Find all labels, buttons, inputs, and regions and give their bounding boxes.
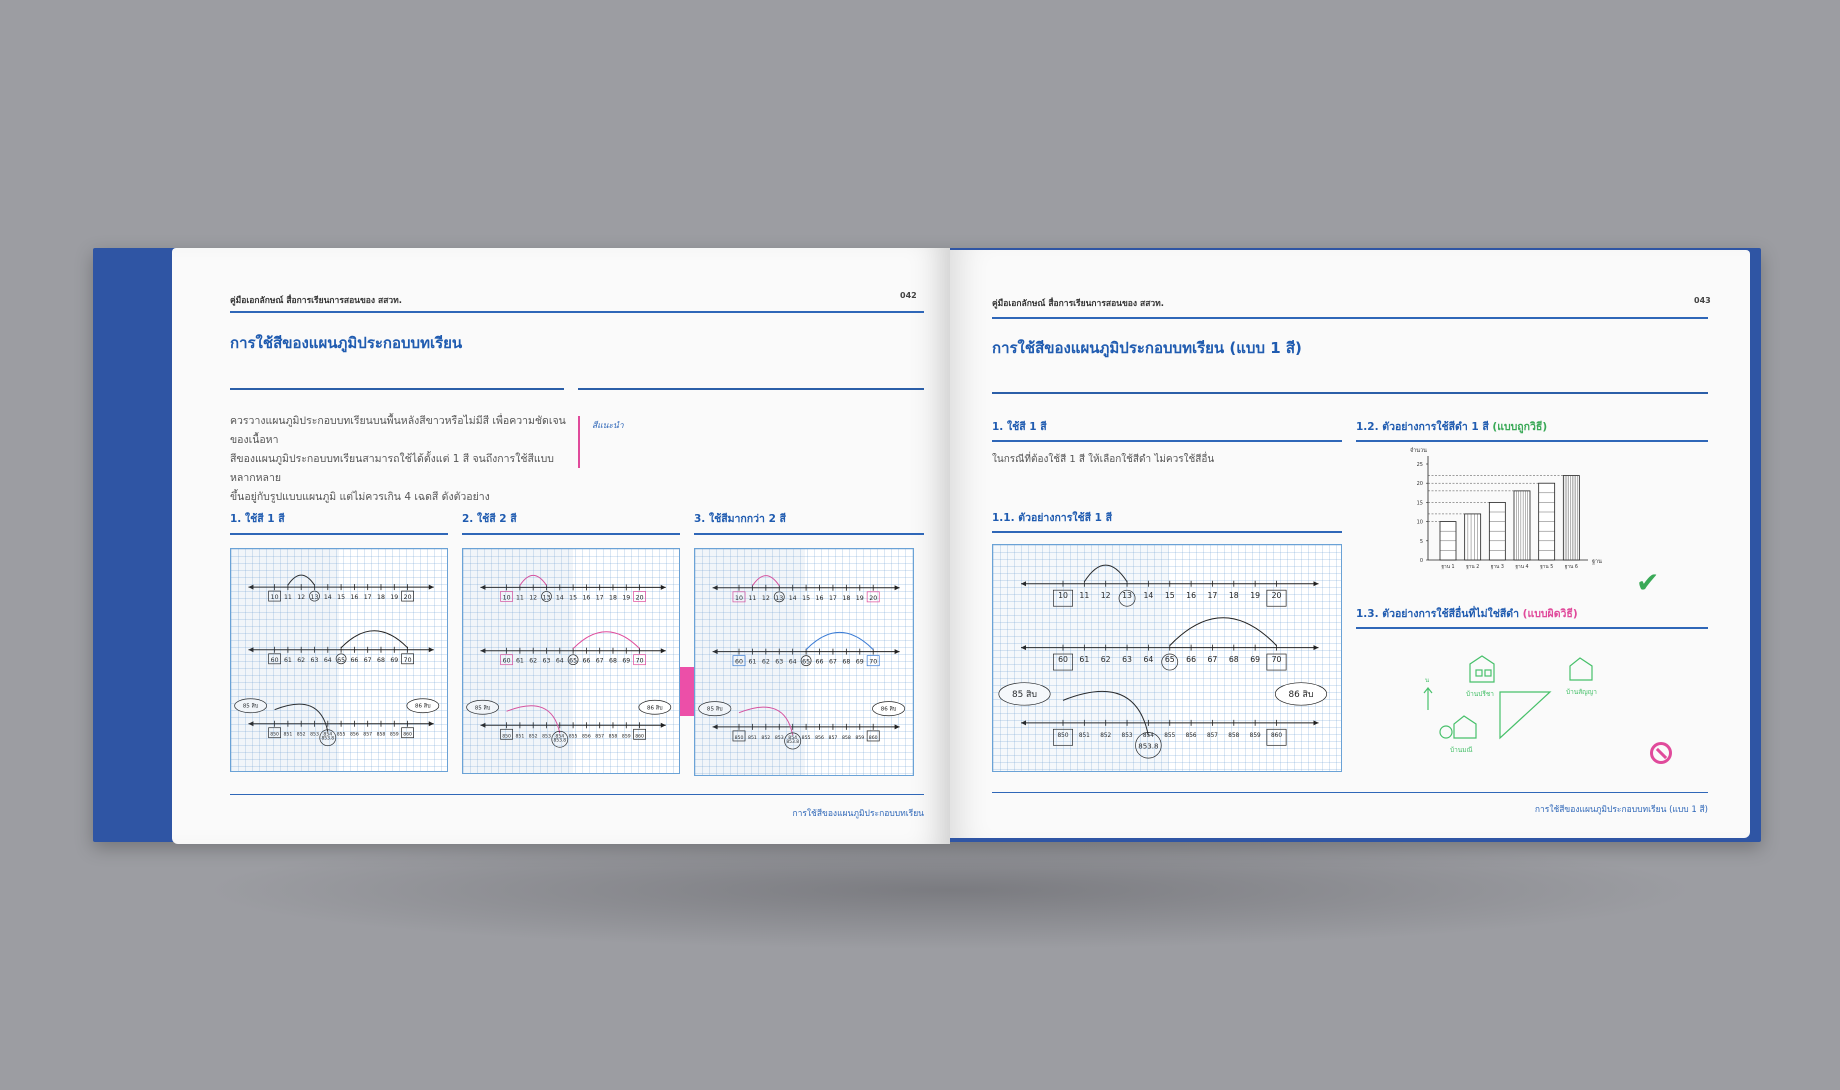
correct-tag: (แบบถูกวิธี) [1492, 421, 1548, 433]
tick-label: 13 [310, 594, 319, 602]
tick-label: 854 [788, 735, 798, 741]
tick-label: 860 [403, 732, 412, 738]
numberline-figure-1 [230, 548, 448, 772]
subsection-title: 1.1. ตัวอย่างการใช้สี 1 สี [992, 512, 1113, 524]
arrowhead [429, 721, 434, 726]
tick-label: 69 [622, 657, 631, 665]
arrowhead [661, 585, 666, 590]
tick-label: 61 [283, 656, 292, 664]
map-label: บ้านมณี [1450, 746, 1473, 754]
tick-label: 61 [748, 658, 757, 666]
page-title: การใช้สีของแผนภูมิประกอบบทเรียน (แบบ 1 สี) [992, 339, 1302, 357]
bubble-text: 86 สิบ [1288, 690, 1314, 701]
tick-label: 18 [377, 594, 385, 602]
tick-label: 851 [283, 732, 293, 738]
jump-arc [1170, 618, 1277, 646]
tick-label: 66 [582, 657, 591, 665]
arrowhead [1314, 581, 1319, 586]
title-rule-left [230, 388, 564, 390]
tick-label: 17 [363, 594, 372, 602]
tick-label: 65 [569, 657, 578, 665]
numberline-figure-3 [694, 548, 914, 776]
tick-label: 17 [828, 594, 837, 602]
tick-label: 67 [828, 658, 837, 666]
tick-label: 11 [515, 594, 524, 602]
x-tick-label: ฐาน 5 [1540, 565, 1554, 570]
intro-line: ขึ้นอยู่กับรูปแบบแผนภูมิ แต่ไม่ควรเกิน 4 เฉดสี ดังตัวอย่าง [230, 491, 490, 503]
swatch-label: สีแนะนำ [592, 421, 624, 431]
circle-label: 853.8 [1138, 741, 1159, 751]
window-icon [1476, 670, 1482, 676]
tick-label: 20 [1271, 591, 1282, 601]
left-page [172, 248, 950, 844]
wrong-tag: (แบบผิดวิธี) [1522, 608, 1578, 620]
tick-label: 857 [828, 735, 838, 741]
y-tick-label: 10 [1416, 519, 1423, 526]
tick-label: 19 [855, 594, 864, 602]
tick-label: 852 [761, 735, 771, 741]
tree-icon [1440, 726, 1452, 738]
tick-label: 64 [788, 658, 797, 666]
tick-label: 65 [337, 656, 346, 664]
tick-label: 850 [1057, 733, 1069, 740]
tick-label: 850 [270, 732, 279, 738]
tick-label: 856 [349, 732, 359, 738]
green-map-figure [1420, 652, 1620, 764]
tick-label: 13 [542, 594, 551, 602]
bar-chart [1400, 446, 1610, 580]
x-tick-label: ฐาน 1 [1441, 565, 1455, 570]
tick-label: 14 [788, 594, 797, 602]
page-number: 042 [900, 291, 917, 300]
tick-label: 855 [1164, 733, 1176, 740]
tick-label: 13 [1122, 591, 1132, 601]
arrowhead [895, 724, 900, 729]
section-rule [992, 440, 1342, 442]
intro-line: สีของแผนภูมิประกอบบทเรียนสามารถใช้ได้ตั้งแต่ 1 สี จนถึงการใช้สีแบบหลากหลาย [230, 453, 554, 484]
bar [1465, 514, 1481, 560]
right-page [950, 250, 1750, 838]
tick-label: 19 [1250, 591, 1261, 601]
arrowhead [895, 649, 900, 654]
header-rule [230, 311, 924, 313]
running-header: คู่มือเอกลักษณ์ สื่อการเรียนการสอนของ สสวท. [992, 299, 1164, 309]
x-tick-label: ฐาน 4 [1515, 565, 1529, 570]
tick-label: 856 [1185, 733, 1197, 740]
arrowhead [429, 585, 434, 590]
tick-label: 10 [735, 594, 743, 602]
circle-label: 853.8 [553, 738, 567, 744]
tick-label: 12 [297, 594, 306, 602]
book-shadow [200, 830, 1700, 950]
x-tick-label: ฐาน 2 [1466, 565, 1480, 570]
x-tick-label: ฐาน 6 [1564, 565, 1578, 570]
tick-label: 860 [868, 735, 878, 741]
tick-label: 12 [1100, 591, 1111, 601]
jump-arc [341, 631, 407, 648]
tick-label: 852 [296, 732, 306, 738]
tick-label: 60 [1058, 655, 1068, 664]
tick-label: 11 [748, 594, 757, 602]
tick-label: 857 [595, 734, 605, 740]
tick-label: 67 [1207, 655, 1218, 664]
accent-bar [578, 416, 580, 468]
footer-text: การใช้สีของแผนภูมิประกอบบทเรียน (แบบ 1 สี) [1534, 805, 1708, 815]
tick-label: 62 [1100, 655, 1111, 664]
tick-label: 69 [390, 656, 399, 664]
y-axis-label: จำนวน [1410, 448, 1427, 454]
tick-label: 850 [734, 735, 744, 741]
jump-arc [806, 632, 873, 649]
jump-arc [573, 632, 639, 649]
footer-text: การใช้สีของแผนภูมิประกอบบทเรียน [792, 809, 924, 819]
tick-label: 15 [569, 594, 578, 602]
page-number: 043 [1694, 296, 1711, 305]
subsection-title [1356, 605, 1578, 622]
tick-label: 855 [336, 732, 346, 738]
tick-label: 20 [403, 594, 412, 602]
tick-label: 13 [775, 594, 784, 602]
right-triangle [1500, 692, 1550, 738]
tick-label: 859 [1249, 733, 1261, 740]
tick-label: 15 [802, 594, 811, 602]
subsection-title [1356, 418, 1547, 435]
tick-label: 62 [761, 658, 770, 666]
tick-label: 855 [568, 734, 578, 740]
map-label: บ้านสัญญา [1566, 688, 1597, 696]
tick-label: 853 [774, 735, 784, 741]
section-rule [230, 533, 448, 535]
house-icon [1470, 656, 1494, 682]
tick-label: 859 [621, 734, 631, 740]
tick-label: 856 [815, 735, 824, 741]
tick-label: 70 [869, 658, 878, 666]
section-rule [992, 531, 1342, 533]
tick-label: 16 [582, 594, 591, 602]
tick-label: 854 [555, 734, 565, 740]
section-title: 1. ใช้สี 1 สี [992, 421, 1047, 433]
intro-text [230, 412, 570, 507]
tick-label: 11 [283, 594, 292, 602]
y-tick-label: 15 [1416, 500, 1423, 507]
bar [1563, 476, 1579, 560]
tick-label: 64 [323, 656, 332, 664]
tick-label: 851 [1078, 733, 1090, 740]
tick-label: 10 [270, 594, 279, 602]
tick-label: 63 [1122, 655, 1132, 664]
tick-label: 20 [635, 594, 644, 602]
tick-label: 12 [529, 594, 538, 602]
tick-label: 69 [855, 658, 864, 666]
tick-label: 16 [815, 594, 824, 602]
tick-label: 858 [608, 734, 618, 740]
subsection-label: 1.3. ตัวอย่างการใช้สีอื่นที่ไม่ใช่สีดำ [1356, 608, 1519, 620]
tick-label: 18 [609, 594, 617, 602]
tick-label: 15 [1164, 591, 1175, 601]
tick-label: 66 [1186, 655, 1197, 664]
section-body: ในกรณีที่ต้องใช้สี 1 สี ให้เลือกใช้สีดำ ไม่ควรใช้สีอื่น [992, 454, 1215, 465]
tick-label: 66 [350, 656, 359, 664]
section-rule [694, 533, 924, 535]
title-rule-right [578, 388, 924, 390]
arrowhead [1314, 720, 1319, 725]
section-title: 1. ใช้สี 1 สี [230, 513, 285, 525]
tick-label: 851 [515, 734, 525, 740]
tick-label: 64 [555, 657, 564, 665]
tick-label: 60 [502, 657, 511, 665]
tick-label: 60 [735, 658, 743, 666]
tick-label: 19 [390, 594, 399, 602]
x-tick-label: ฐาน 3 [1490, 565, 1504, 570]
section-title: 3. ใช้สีมากกว่า 2 สี [694, 513, 786, 525]
bubble-text: 86 สิบ [647, 705, 663, 712]
tick-label: 857 [363, 732, 373, 738]
y-tick-label: 5 [1419, 538, 1423, 545]
tick-label: 14 [555, 594, 564, 602]
tick-label: 853 [1121, 733, 1133, 740]
tick-label: 858 [841, 735, 851, 741]
bubble-text: 86 สิบ [880, 706, 897, 713]
tick-label: 859 [389, 732, 399, 738]
tick-label: 68 [377, 656, 385, 664]
y-tick-label: 20 [1416, 481, 1423, 488]
prohibited-icon [1650, 742, 1672, 764]
tick-label: 69 [1250, 655, 1261, 664]
tick-label: 62 [297, 656, 306, 664]
circle-label: 853.8 [786, 739, 800, 745]
tick-label: 62 [529, 657, 538, 665]
tick-label: 10 [502, 594, 511, 602]
tick-label: 17 [1207, 591, 1218, 601]
tick-label: 68 [842, 658, 851, 666]
intro-line: ควรวางแผนภูมิประกอบบทเรียนบนพื้นหลังสีขาวหรือไม่มีสี เพื่อความชัดเจนของเนื้อหา [230, 415, 566, 446]
tick-label: 851 [748, 735, 757, 741]
tick-label: 854 [1142, 733, 1154, 740]
section-title: 2. ใช้สี 2 สี [462, 513, 517, 525]
tick-label: 853 [542, 734, 551, 740]
arrowhead [429, 647, 434, 652]
arrowhead [661, 648, 666, 653]
tick-label: 65 [1164, 655, 1175, 664]
footer-rule [992, 792, 1708, 793]
tick-label: 63 [310, 656, 319, 664]
tick-label: 19 [622, 594, 631, 602]
tick-label: 859 [855, 735, 865, 741]
tick-label: 70 [635, 657, 644, 665]
header-rule [992, 317, 1708, 319]
tick-label: 66 [815, 658, 824, 666]
tick-label: 860 [1271, 733, 1282, 740]
numberline-figure-2 [462, 548, 680, 774]
tick-label: 853 [310, 732, 319, 738]
bubble-text: 85 สิบ [706, 706, 723, 713]
tick-label: 14 [323, 594, 332, 602]
tick-label: 15 [337, 594, 346, 602]
tick-label: 855 [801, 735, 811, 741]
tick-label: 67 [595, 657, 604, 665]
tick-label: 858 [376, 732, 386, 738]
arrowhead [895, 585, 900, 590]
tick-label: 61 [515, 657, 524, 665]
tick-label: 857 [1206, 733, 1218, 740]
tick-label: 11 [1079, 591, 1090, 601]
map-label: บ้านปรีชา [1466, 690, 1494, 698]
tick-label: 16 [1186, 591, 1197, 601]
section-rule [1356, 440, 1708, 442]
numberline-figure-large [992, 544, 1342, 772]
y-tick-label: 25 [1416, 462, 1423, 468]
x-axis-label: ฐาน [1592, 559, 1602, 565]
tick-label: 852 [1100, 733, 1112, 740]
tick-label: 18 [1228, 591, 1239, 601]
section-rule [462, 533, 680, 535]
compass-label: น [1425, 677, 1430, 684]
tick-label: 18 [842, 594, 851, 602]
y-tick-label: 0 [1419, 558, 1423, 564]
tick-label: 70 [1271, 655, 1282, 664]
tick-label: 858 [1228, 733, 1240, 740]
running-header: คู่มือเอกลักษณ์ สื่อการเรียนการสอนของ สสวท. [230, 296, 402, 306]
tick-label: 61 [1079, 655, 1090, 664]
tick-label: 63 [542, 657, 551, 665]
tick-label: 70 [403, 656, 412, 664]
check-icon: ✔ [1636, 566, 1660, 599]
tick-label: 856 [581, 734, 591, 740]
tick-label: 16 [350, 594, 359, 602]
house-icon [1570, 658, 1592, 680]
tick-label: 60 [270, 656, 279, 664]
bubble-text: 86 สิบ [415, 703, 431, 710]
tick-label: 14 [1143, 591, 1154, 601]
tick-label: 68 [1228, 655, 1239, 664]
tick-label: 20 [869, 594, 878, 602]
tick-label: 64 [1143, 655, 1154, 664]
tick-label: 12 [761, 594, 770, 602]
house-icon [1454, 716, 1476, 738]
tick-label: 65 [802, 658, 811, 666]
section-rule [1356, 627, 1708, 629]
bubble-text: 85 สิบ [242, 703, 259, 710]
tick-label: 850 [502, 734, 511, 740]
tick-label: 67 [363, 656, 372, 664]
tick-label: 860 [635, 734, 644, 740]
title-rule [992, 392, 1708, 394]
tick-label: 854 [323, 732, 333, 738]
tick-label: 852 [528, 734, 538, 740]
subsection-label: 1.2. ตัวอย่างการใช้สีดำ 1 สี [1356, 421, 1489, 433]
arrowhead [1314, 645, 1319, 650]
arrowhead [661, 723, 666, 728]
window-icon [1485, 670, 1491, 676]
tick-label: 68 [609, 657, 617, 665]
circle-label: 853.8 [321, 736, 335, 742]
page-title: การใช้สีของแผนภูมิประกอบบทเรียน [230, 334, 463, 352]
bubble-text: 85 สิบ [474, 705, 491, 712]
bubble-text: 85 สิบ [1011, 690, 1038, 701]
tick-label: 10 [1058, 591, 1068, 601]
footer-rule [230, 794, 924, 795]
tick-label: 63 [775, 658, 784, 666]
tick-label: 17 [595, 594, 604, 602]
